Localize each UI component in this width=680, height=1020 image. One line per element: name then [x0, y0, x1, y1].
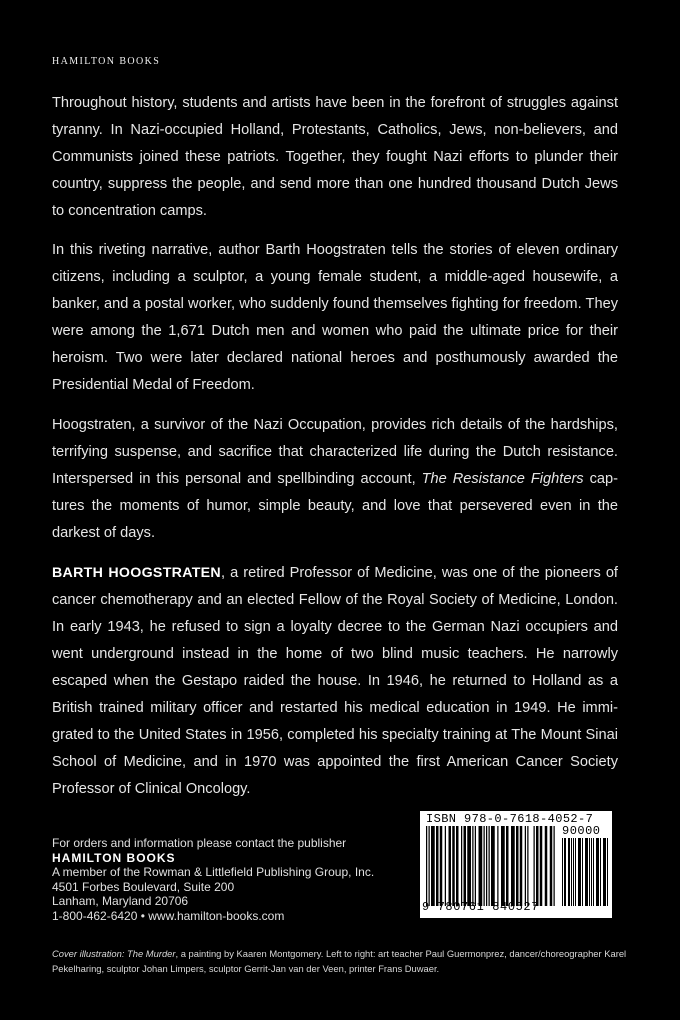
barcode-bar	[452, 826, 455, 906]
barcode-bar	[491, 826, 495, 906]
barcode-bar	[527, 826, 528, 906]
caption-label: Cover illustration:	[52, 948, 125, 959]
addon-bar	[571, 838, 572, 906]
caption-painting-title: The Murder	[127, 948, 176, 959]
barcode-bar	[436, 826, 439, 906]
addon-bar	[585, 838, 588, 906]
contact-publisher-name: HAMILTON BOOKS	[52, 850, 176, 865]
barcode-bar	[479, 826, 483, 906]
barcode-bar	[467, 826, 471, 906]
barcode-bar	[501, 826, 505, 906]
contact-address-line-2: Lanham, Maryland 20706	[52, 894, 189, 909]
publisher-contact	[52, 836, 412, 924]
barcode-bar	[456, 826, 459, 906]
addon-bar	[564, 838, 566, 906]
barcode-bar	[426, 826, 427, 906]
barcode-bar	[536, 826, 539, 906]
addon-bar	[568, 838, 570, 906]
author-name: BARTH HOOGSTRATEN	[52, 565, 221, 581]
barcode-bar	[520, 826, 523, 906]
price-code: 90000	[562, 824, 601, 838]
author-bio	[52, 560, 618, 803]
addon-bar	[596, 838, 599, 906]
barcode-bar	[540, 826, 543, 906]
isbn-barcode	[420, 811, 612, 918]
addon-bar	[582, 838, 583, 906]
ean-digits: 9 780761 840527	[422, 900, 540, 914]
barcode-bar	[497, 826, 498, 906]
barcode-bar	[431, 826, 435, 906]
addon-bar	[562, 838, 563, 906]
contact-phone-web: 1-800-462-6420 • www.hamilton-books.com	[52, 908, 285, 923]
contact-intro: For orders and information please contact the publisher	[52, 836, 347, 850]
barcode-bar	[486, 826, 487, 906]
barcode-bar	[534, 826, 535, 906]
addon-bar	[578, 838, 581, 906]
addon-bar	[591, 838, 592, 906]
blurb-paragraph-3-text-a: Hoogstraten, a survivor of the Nazi Occupation, provides rich details of the hardships, terrifying suspense, and sacrifice that characterized life during the Dutch resistance. Interspersed in this personal and spellbinding account,	[52, 417, 618, 487]
barcode-bar	[554, 826, 555, 906]
addon-bar	[603, 838, 606, 906]
barcode-addon-bars	[562, 838, 608, 906]
barcode-bar	[461, 826, 462, 906]
blurb-paragraph-2: In this riveting narrative, author Barth Hoogstraten tells the stories of eleven ordinary citizens, including a sculptor, a young female student, a middle-aged housewife, a banker, and a postal worker, who suddenly found themselves fighting for freedom. They were among the 1,671 Dutch men and women who paid the ultimate price for their heroism. Two were later declared national heroes and posthumously awarded the Presidential Medal of Freedom.	[52, 242, 618, 393]
book-title: The Resistance Fighters	[421, 471, 584, 487]
contact-address-line-1: 4501 Forbes Boulevard, Suite 200	[52, 879, 235, 894]
addon-bar	[589, 838, 590, 906]
barcode-bar	[445, 826, 446, 906]
author-bio-text: , a retired Professor of Medicine, was one of the pioneers of cancer chemotherapy and an elected Fellow of the Royal Society of Medicine, London. In early 1943, he refused to sign a loyalty decree to the German Nazi occupiers and went underground instead in the home of two blind music teachers. He narrowly escaped when the Gestapo raided the house. In 1946, he returned to Holland as a British trained military officer and restarted his medical education in 1949. He immigrated to the United States in 1956, completed his specialty training at The Mount Sinai School of Medicine, and in 1970 was appointed the first American Cancer Society Professor of Clinical Oncology.	[52, 565, 618, 797]
barcode-bar	[484, 826, 485, 906]
addon-bar	[607, 838, 608, 906]
addon-bar	[575, 838, 576, 906]
barcode-bar	[449, 826, 452, 906]
blurb-paragraph-3-text-b: captures the moments of humor, simple beauty, and love that persevered even in the darkest of days.	[52, 471, 618, 541]
addon-bar	[593, 838, 594, 906]
barcode-bar	[464, 826, 467, 906]
barcode-bar	[506, 826, 509, 906]
barcode-bar	[489, 826, 490, 906]
addon-bar	[600, 838, 601, 906]
caption-text: , a painting by Kaaren Montgomery. Left to right: art teacher Paul Guermonprez, dancer/choreographer Karel Pekelharing, sculptor Johan Limpers, sculptor Gerrit-Jan van der Veen, printer Frans Duwaer.	[52, 948, 627, 974]
barcode-main-bars	[426, 826, 556, 906]
barcode-bar	[550, 826, 553, 906]
blurb-paragraph-3	[52, 412, 618, 547]
barcode-bar	[525, 826, 526, 906]
publisher-header: HAMILTON BOOKS	[52, 56, 161, 67]
contact-member-line: A member of the Rowman & Littlefield Publishing Group, Inc.	[52, 865, 375, 880]
barcode-bar	[440, 826, 443, 906]
barcode-bar	[516, 826, 519, 906]
barcode-bar	[475, 826, 476, 906]
barcode-bar	[472, 826, 473, 906]
barcode-bar	[545, 826, 548, 906]
barcode-bar	[511, 826, 515, 906]
blurb-paragraph-1: Throughout history, students and artists have been in the forefront of struggles against tyranny. In Nazi-occupied Holland, Protestants, Catholics, Jews, non-believers, and Communists joined these patriots. Together, they fought Nazi efforts to plunder their country, suppress the people, and send more than one hundred thousand Dutch Jews to concentration camps.	[52, 95, 618, 219]
barcode-bar	[429, 826, 430, 906]
cover-illustration-caption	[52, 946, 638, 976]
addon-bar	[573, 838, 574, 906]
isbn-label: ISBN 978-0-7618-4052-7	[426, 812, 594, 826]
